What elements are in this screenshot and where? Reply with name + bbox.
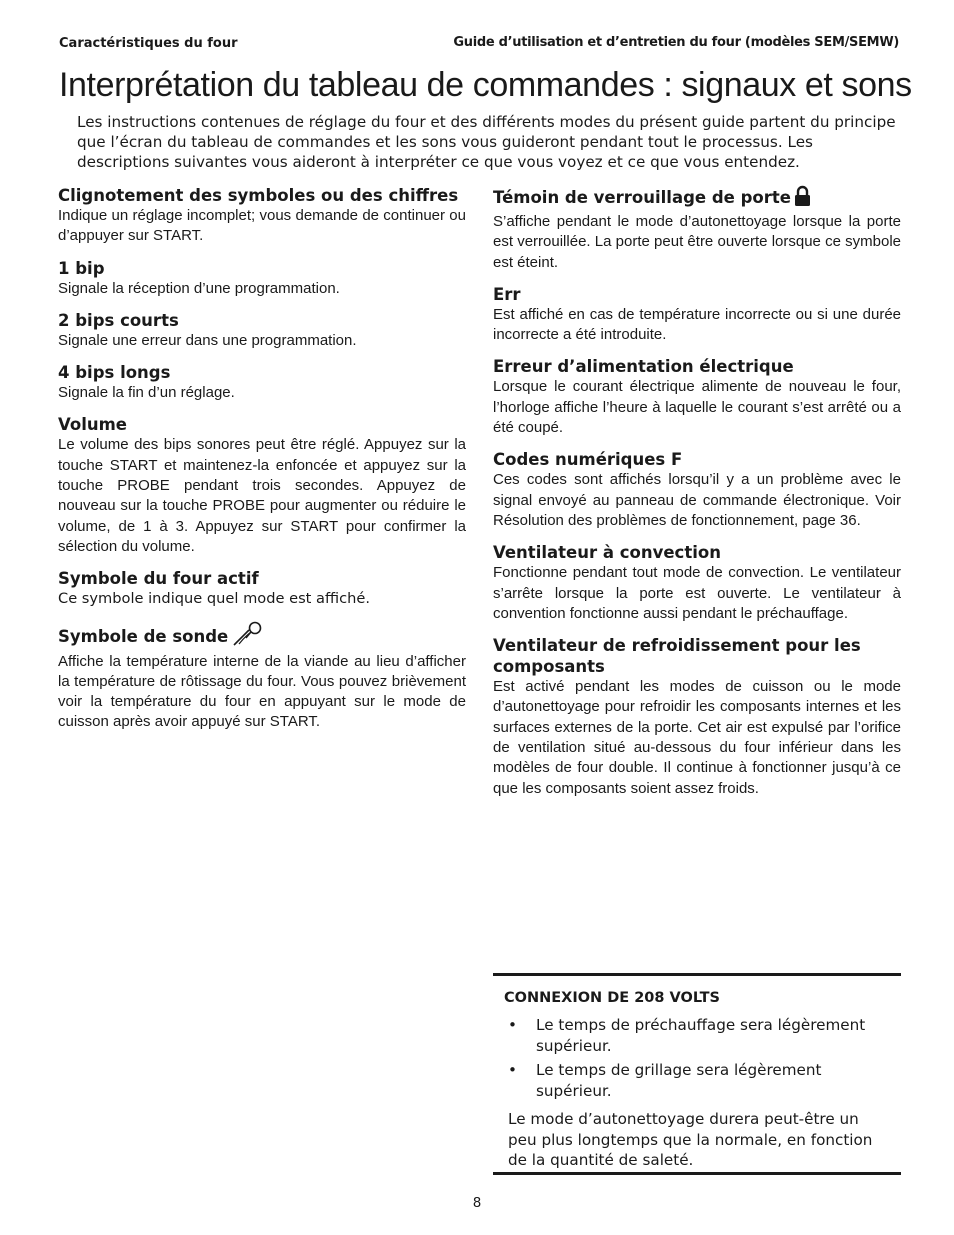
probe-icon xyxy=(231,621,265,652)
bullet-marker: • xyxy=(508,1061,517,1079)
section-volume xyxy=(58,414,466,557)
list-item xyxy=(506,1060,889,1101)
section-heading: Symbole de sonde xyxy=(58,626,229,646)
section-heading: Codes numériques F xyxy=(493,450,683,470)
right-column xyxy=(493,185,901,810)
section-heading: Erreur d’alimentation électrique xyxy=(493,357,794,377)
section-text: Signale la réception d’une programmation. xyxy=(58,279,340,297)
bullet-marker: • xyxy=(508,1016,517,1034)
intro-paragraph: Les instructions contenues de réglage du four et des différents modes du présent guide partent du principe que l’écran du tableau de commandes et les sons vous guideront pendant tout le processus. Les descriptions suivantes vous aideront à interpréter ce que vous voyez et ce que vous entendez. xyxy=(77,113,896,171)
page-title: Interprétation du tableau de commandes : signaux et sons xyxy=(59,66,912,104)
note-bullet-list xyxy=(506,1015,889,1105)
section-heading: Témoin de verrouillage de porte xyxy=(493,188,791,207)
list-item-text: Le temps de préchauffage sera légèrement supérieur. xyxy=(536,1016,866,1055)
section-heading: Clignotement des symboles ou des chiffres xyxy=(58,186,459,205)
section-heading-row xyxy=(493,185,901,212)
section-heading: Ventilateur de refroidissement pour les composants xyxy=(493,636,861,677)
section-text: Le volume des bips sonores peut être réglé. Appuyez sur la touche START et maintenez-la enfoncée et appuyez sur la touche PROBE pendant trois secondes. Appuyez de nouveau sur la touche PROBE pour augmenter ou réduire le volume, de 1 à 3. Appuyez sur START pour confirmer la sélection du volume. xyxy=(58,436,466,555)
section-heading: Ventilateur à convection xyxy=(493,543,721,563)
section-heading: Err xyxy=(493,284,521,304)
section-text: Signale la fin d’un réglage. xyxy=(58,384,235,402)
section-flashing-symbols xyxy=(58,185,466,247)
section-heading-row xyxy=(58,621,466,652)
section-text: S’affiche pendant le mode d’autonettoyage lorsque la porte est verrouillée. La porte peut être ouverte lorsque ce symbole est éteint. xyxy=(493,213,901,271)
section-f-codes xyxy=(493,449,901,531)
lock-icon xyxy=(794,185,811,212)
running-header-guide-title: Guide d’utilisation et d’entretien du four (modèles SEM/SEMW) xyxy=(453,35,899,50)
section-err xyxy=(493,284,901,346)
section-text: Ces codes sont affichés lorsqu’il y a un problème avec le signal envoyé au panneau de commande électronique. Voir Résolution des problèmes de fonctionnement, page 36. xyxy=(493,471,901,529)
section-two-short-beeps xyxy=(58,310,466,351)
section-one-beep xyxy=(58,258,466,299)
section-four-long-beeps xyxy=(58,362,466,403)
list-item xyxy=(506,1015,889,1056)
section-text: Est affiché en cas de température incorrecte ou si une durée incorrecte a été introduite. xyxy=(493,305,901,344)
section-heading: Volume xyxy=(58,415,127,435)
list-item-text: Le temps de grillage sera légèrement supérieur. xyxy=(536,1061,822,1100)
section-text: Ce symbole indique quel mode est affiché. xyxy=(58,590,370,608)
section-probe-symbol xyxy=(58,621,466,733)
section-cooling-fan xyxy=(493,635,901,799)
section-power-failure xyxy=(493,356,901,438)
section-text: Affiche la température interne de la viande au lieu d’afficher la température de rôtissage du four. Vous pouvez brièvement voir la température du four en appuyant sur le mode de cuisson après avoir appuyé sur START. xyxy=(58,652,466,731)
left-column xyxy=(58,185,466,744)
section-convection-fan xyxy=(493,542,901,624)
running-header-section: Caractéristiques du four xyxy=(59,36,238,51)
section-heading: Symbole du four actif xyxy=(58,569,259,589)
note-title: CONNEXION DE 208 VOLTS xyxy=(504,990,720,1006)
note-paragraph: Le mode d’autonettoyage durera peut-être un peu plus longtemps que la normale, en fonction de la quantité de saleté. xyxy=(508,1110,873,1169)
voltage-note-box xyxy=(493,973,901,1175)
section-text: Est activé pendant les modes de cuisson ou le mode d’autonettoyage pour refroidir les composants internes et les surfaces externes de la porte. Cet air est expulsé par l’orifice de ventilation situé au-dessous du four inférieur dans les modèles de four double. Il continue à fonctionner jusqu’à ce que les composants soient assez froids. xyxy=(493,678,901,797)
section-door-lock xyxy=(493,185,901,273)
section-oven-active-symbol xyxy=(58,568,466,609)
section-heading: 1 bip xyxy=(58,258,105,278)
page-number: 8 xyxy=(472,1195,482,1211)
section-text: Signale une erreur dans une programmation. xyxy=(58,331,357,349)
section-heading: 4 bips longs xyxy=(58,363,171,383)
section-text: Fonctionne pendant tout mode de convection. Le ventilateur s’arrête lorsque la porte est ouverte. Le ventilateur à convention fonctionne aussi pendant le préchauffage. xyxy=(493,564,901,622)
section-text: Lorsque le courant électrique alimente de nouveau le four, l’horloge affiche l’heure à laquelle le courant s’est arrêté ou a été coupé. xyxy=(493,378,901,437)
section-heading: 2 bips courts xyxy=(58,310,179,330)
section-text: Indique un réglage incomplet; vous demande de continuer ou d’appuyer sur START. xyxy=(58,207,466,245)
